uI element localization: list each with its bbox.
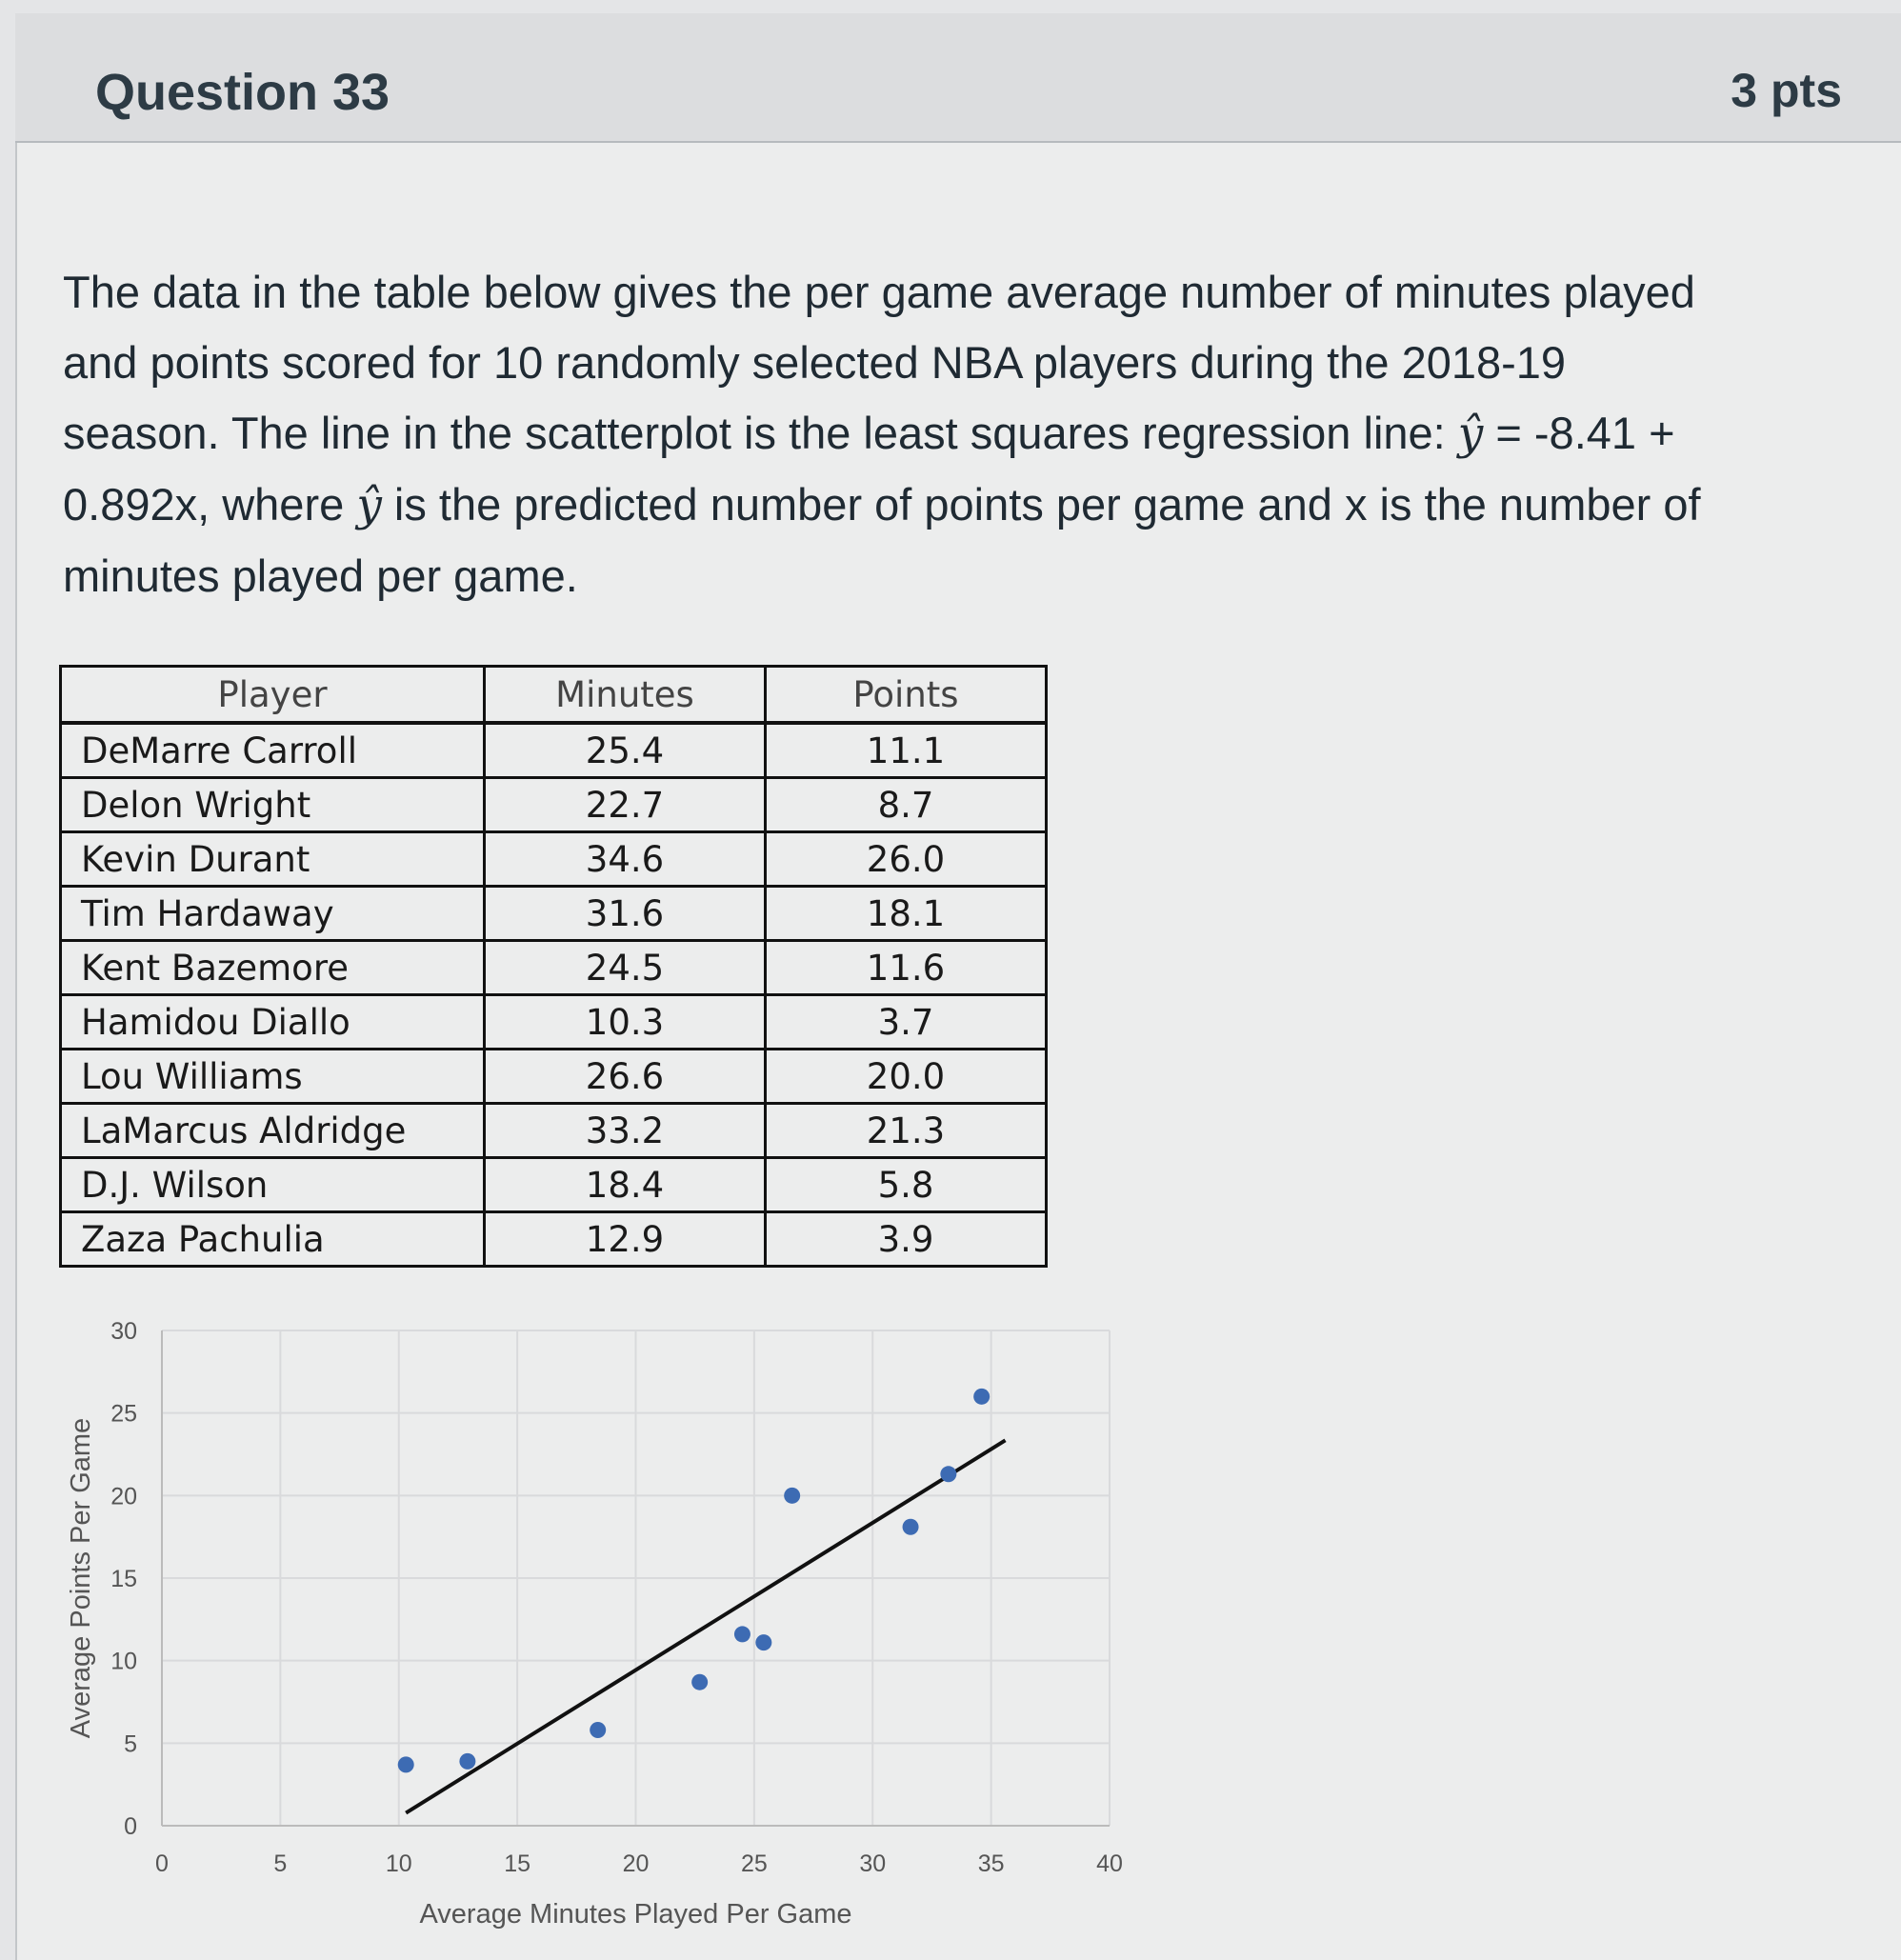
player-name: Zaza Pachulia: [61, 1212, 485, 1267]
x-tick-label: 0: [155, 1850, 169, 1877]
table-row: [61, 1104, 1047, 1158]
prompt-line-2: and points scored for 10 randomly selected NBA players during the 2018-19: [63, 337, 1567, 388]
table-row: [61, 1212, 1047, 1267]
points-cell: 26.0: [766, 832, 1047, 887]
table-row: [61, 832, 1047, 887]
player-name: Kevin Durant: [61, 832, 485, 887]
minutes-cell: 34.6: [485, 832, 766, 887]
prompt-line-4-text: 0.892x, where: [63, 479, 357, 530]
points-cell: 11.6: [766, 941, 1047, 995]
table-row: [61, 887, 1047, 941]
minutes-cell: 12.9: [485, 1212, 766, 1267]
table-row: [61, 723, 1047, 778]
player-name: Hamidou Diallo: [61, 995, 485, 1050]
y-tick-label: 5: [124, 1730, 137, 1758]
data-points: [398, 1389, 990, 1773]
table-row: [61, 941, 1047, 995]
data-point: [784, 1488, 800, 1504]
x-tick-label: 10: [385, 1850, 412, 1877]
data-point: [734, 1626, 750, 1642]
minutes-cell: 18.4: [485, 1158, 766, 1212]
player-name: Delon Wright: [61, 778, 485, 832]
x-axis-label: Average Minutes Played Per Game: [419, 1899, 852, 1930]
y-tick-label: 15: [110, 1566, 137, 1592]
data-point: [691, 1674, 708, 1690]
points-cell: 18.1: [766, 887, 1047, 941]
x-tick-label: 5: [273, 1850, 288, 1877]
header-points: Points: [766, 667, 1047, 724]
minutes-cell: 24.5: [485, 941, 766, 995]
question-header: [15, 13, 1901, 143]
minutes-cell: 33.2: [485, 1104, 766, 1158]
points-cell: 5.8: [766, 1158, 1047, 1212]
player-name: Tim Hardaway: [61, 887, 485, 941]
player-name: Kent Bazemore: [61, 941, 485, 995]
x-tick-label: 25: [740, 1850, 768, 1877]
y-tick-label: 0: [124, 1813, 137, 1840]
data-point: [590, 1722, 606, 1738]
table-row: [61, 778, 1047, 832]
x-tick-label: 20: [622, 1850, 650, 1877]
header-player: Player: [61, 667, 485, 724]
x-tick-label: 40: [1096, 1850, 1123, 1877]
data-point: [940, 1466, 956, 1482]
data-point: [398, 1756, 414, 1772]
x-tick-label: 35: [977, 1850, 1005, 1877]
y-axis-label: Average Points Per Game: [66, 1417, 96, 1739]
player-name: LaMarcus Aldridge: [61, 1104, 485, 1158]
question-points: 3 pts: [1731, 64, 1842, 117]
data-point: [459, 1753, 475, 1770]
chart-tick-labels: [110, 1318, 1123, 1877]
points-cell: 20.0: [766, 1050, 1047, 1104]
y-tick-label: 20: [110, 1483, 137, 1510]
data-point: [903, 1519, 919, 1535]
yhat-symbol: ŷ: [1457, 408, 1484, 460]
points-cell: 3.9: [766, 1212, 1047, 1267]
points-cell: 8.7: [766, 778, 1047, 832]
prompt-line-4-rest: is the predicted number of points per game and x is the number of: [381, 479, 1701, 530]
scatterplot-chart: [57, 1286, 1152, 1933]
table-row: [61, 995, 1047, 1050]
points-cell: 21.3: [766, 1104, 1047, 1158]
player-name: D.J. Wilson: [61, 1158, 485, 1212]
yhat-symbol: ŷ: [356, 479, 382, 531]
y-tick-label: 25: [110, 1400, 137, 1428]
table-row: [61, 1158, 1047, 1212]
y-tick-label: 30: [110, 1318, 137, 1345]
question-prompt: [63, 257, 1863, 611]
prompt-line-1: The data in the table below gives the per game average number of minutes played: [63, 267, 1695, 317]
data-point: [973, 1389, 990, 1405]
question-title: Question 33: [95, 64, 390, 121]
table-header-row: [61, 667, 1047, 724]
x-tick-label: 30: [859, 1850, 887, 1877]
chart-grid: [162, 1330, 1110, 1826]
points-cell: 11.1: [766, 723, 1047, 778]
prompt-line-5: minutes played per game.: [63, 550, 578, 601]
minutes-cell: 31.6: [485, 887, 766, 941]
minutes-cell: 10.3: [485, 995, 766, 1050]
points-cell: 3.7: [766, 995, 1047, 1050]
player-name: Lou Williams: [61, 1050, 485, 1104]
header-minutes: Minutes: [485, 667, 766, 724]
player-name: DeMarre Carroll: [61, 723, 485, 778]
minutes-cell: 22.7: [485, 778, 766, 832]
prompt-line-3: [63, 398, 1863, 470]
table-row: [61, 1050, 1047, 1104]
player-data-table: [59, 665, 1048, 1268]
prompt-line-3-text: season. The line in the scatterplot is the least squares regression line:: [63, 408, 1458, 458]
prompt-line-3-equation: = -8.41 +: [1483, 408, 1675, 458]
x-tick-label: 15: [504, 1850, 531, 1877]
y-tick-label: 10: [110, 1648, 137, 1675]
data-point: [755, 1634, 771, 1650]
minutes-cell: 26.6: [485, 1050, 766, 1104]
minutes-cell: 25.4: [485, 723, 766, 778]
prompt-line-4: [63, 470, 1863, 541]
